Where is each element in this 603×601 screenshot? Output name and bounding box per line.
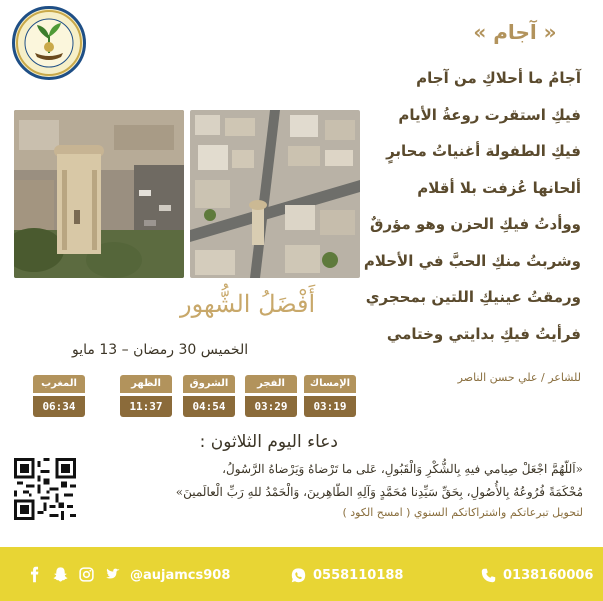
dua-line: مُحْكَمَةً فُرُوعُهُ بِالأُصُولِ، بِحَقِّ سَيِّدِنا مُحَمَّدٍ وَآلِهِ الطّاهِرينَ، وَالْحَمْدُ للهِ رَبِّ الْعالَمينَ» <box>175 485 583 499</box>
organization-logo <box>12 6 86 80</box>
prayer-label: الفجر <box>245 375 297 393</box>
facebook-icon[interactable] <box>26 566 43 583</box>
phone-icon <box>480 567 497 584</box>
whatsapp-contact[interactable] <box>290 565 403 585</box>
whatsapp-number: 0558110188 <box>313 567 404 583</box>
prayer-time-dhuhr <box>120 375 172 417</box>
poem-line: وشربتُ منكِ الحبَّ في الأحلام <box>363 251 581 270</box>
phone-number: 0138160006 <box>503 567 594 583</box>
donation-note: لتحويل تبرعاتكم واشتراكاتكم السنوي ( امسح الكود ) <box>342 506 583 519</box>
twitter-icon[interactable] <box>104 566 121 583</box>
town-aerial-photo <box>190 110 360 278</box>
poem-line: فيكِ استقرت روعةُ الأيام <box>398 105 581 124</box>
prayer-time-imsak <box>304 375 356 417</box>
poem-line: ألحانها عُزفت بلا أقلام <box>417 178 581 197</box>
best-months-heading: أَفْضَلُ الشُّهور <box>180 290 316 318</box>
prayer-time-shuruq <box>183 375 235 417</box>
whatsapp-icon <box>290 567 307 584</box>
snapchat-icon[interactable] <box>52 566 69 583</box>
prayer-label: الإمساك <box>304 375 356 393</box>
prayer-time-maghrib <box>33 375 85 417</box>
prayer-times <box>30 375 360 425</box>
prayer-label: المغرب <box>33 375 85 393</box>
prayer-time-value: 11:37 <box>120 396 172 417</box>
dua-text <box>93 458 583 522</box>
poem-line: فرأيتُ فيكِ بدايتي وختامي <box>386 324 581 343</box>
prayer-time-value: 06:34 <box>33 396 85 417</box>
prayer-label: الشروق <box>183 375 235 393</box>
prayer-time-value: 04:54 <box>183 396 235 417</box>
poet-credit: للشاعر / علي حسن الناصر <box>457 371 581 384</box>
poem-line: فيكِ الطفولة أغنياتُ محابرٍ <box>386 142 581 160</box>
contact-footer <box>0 547 603 601</box>
prayer-time-value: 03:29 <box>245 396 297 417</box>
date-line: الخميس 30 رمضان – 13 مايو <box>72 342 249 358</box>
poem-line: آجامُ ما أحلاكِ من آجام <box>416 69 581 87</box>
social-handle[interactable]: @aujamcs908 <box>130 567 231 583</box>
donation-qr-code[interactable] <box>14 458 76 520</box>
water-tower-photo <box>14 110 184 278</box>
poem-line: ورمقتُ عينيكِ اللتين بمحجري <box>365 288 581 306</box>
prayer-label: الظهر <box>120 375 172 393</box>
poem-title: « آجام » <box>473 20 557 44</box>
instagram-icon[interactable] <box>78 566 95 583</box>
dua-line: «اَللّهُمَّ اجْعَلْ صِيامي فيهِ بِالشُّكْرِ وَالْقَبُولِ، عَلى ما تَرْضاهُ وَيَرْضاهُ الرَّسُولُ، <box>222 462 583 476</box>
prayer-time-fajr <box>245 375 297 417</box>
poem-line: ووأدتُ فيكِ الحزن وهو مؤرقٌ <box>370 215 581 233</box>
phone-contact[interactable] <box>480 565 593 585</box>
prayer-time-value: 03:19 <box>304 396 356 417</box>
dua-title: دعاء اليوم الثلاثون : <box>199 432 338 452</box>
